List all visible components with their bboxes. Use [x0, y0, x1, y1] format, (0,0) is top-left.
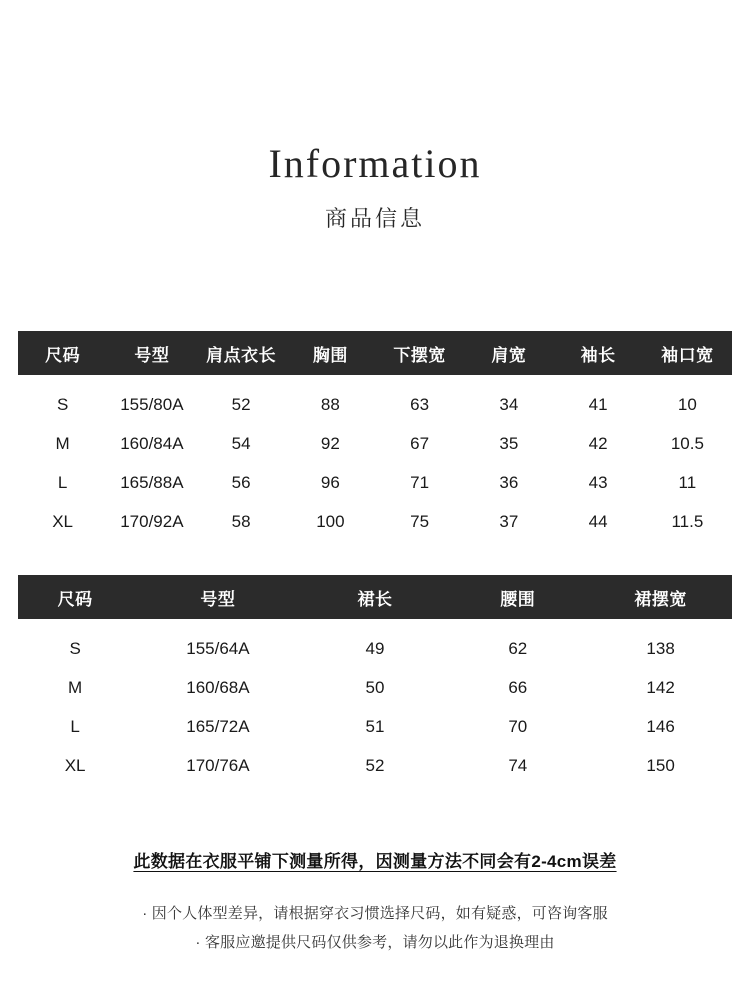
column-header-skirt-hem-width: 裙摆宽 — [589, 575, 732, 619]
top-size-table-body — [18, 375, 732, 541]
cell-spec: 155/80A — [107, 375, 196, 424]
table-row — [18, 424, 732, 463]
cell-size: XL — [18, 502, 107, 541]
table-row — [18, 746, 732, 785]
column-header-shoulder-width: 肩宽 — [464, 331, 553, 375]
cell-shoulder-point-length: 54 — [197, 424, 286, 463]
table-row — [18, 619, 732, 668]
column-header-shoulder-point-length: 肩点衣长 — [197, 331, 286, 375]
cell-cuff-width: 11.5 — [643, 502, 732, 541]
cell-skirt-hem-width: 150 — [589, 746, 732, 785]
cell-cuff-width: 11 — [643, 463, 732, 502]
cell-shoulder-width: 35 — [464, 424, 553, 463]
cell-skirt-length: 51 — [304, 707, 447, 746]
table-row — [18, 707, 732, 746]
cell-skirt-length: 49 — [304, 619, 447, 668]
cell-skirt-length: 50 — [304, 668, 447, 707]
page-title-english: Information — [268, 141, 482, 186]
column-header-spec: 号型 — [107, 331, 196, 375]
cell-cuff-width: 10.5 — [643, 424, 732, 463]
table-row — [18, 502, 732, 541]
cell-shoulder-point-length: 58 — [197, 502, 286, 541]
cell-sleeve-length: 41 — [554, 375, 643, 424]
list-item: · 客服应邀提供尺码仅供参考，请勿以此作为退换理由 — [195, 933, 555, 951]
column-header-skirt-length: 裙长 — [304, 575, 447, 619]
cell-waist: 66 — [446, 668, 589, 707]
cell-size: S — [18, 619, 132, 668]
cell-waist: 70 — [446, 707, 589, 746]
cell-spec: 165/72A — [132, 707, 303, 746]
cell-hem-width: 71 — [375, 463, 464, 502]
table-header-row — [18, 575, 732, 619]
cell-bust: 96 — [286, 463, 375, 502]
skirt-size-table — [18, 575, 732, 785]
column-header-cuff-width: 袖口宽 — [643, 331, 732, 375]
measurement-notes — [0, 847, 750, 957]
cell-size: M — [18, 668, 132, 707]
cell-skirt-hem-width: 146 — [589, 707, 732, 746]
list-item: · 因个人体型差异，请根据穿衣习惯选择尺码，如有疑惑，可咨询客服 — [142, 905, 608, 922]
cell-size: L — [18, 463, 107, 502]
top-size-table-header — [18, 331, 732, 375]
cell-spec: 160/68A — [132, 668, 303, 707]
size-tables-container — [18, 331, 732, 785]
cell-spec: 155/64A — [132, 619, 303, 668]
page-title-chinese: 商品信息 — [324, 206, 425, 231]
cell-spec: 170/76A — [132, 746, 303, 785]
cell-skirt-length: 52 — [304, 746, 447, 785]
cell-hem-width: 75 — [375, 502, 464, 541]
column-header-hem-width: 下摆宽 — [375, 331, 464, 375]
cell-waist: 62 — [446, 619, 589, 668]
cell-spec: 160/84A — [107, 424, 196, 463]
cell-shoulder-width: 34 — [464, 375, 553, 424]
cell-bust: 100 — [286, 502, 375, 541]
cell-shoulder-width: 36 — [464, 463, 553, 502]
note-list — [0, 900, 750, 957]
cell-cuff-width: 10 — [643, 375, 732, 424]
skirt-size-table-header — [18, 575, 732, 619]
cell-shoulder-point-length: 52 — [197, 375, 286, 424]
cell-size: XL — [18, 746, 132, 785]
table-row — [18, 463, 732, 502]
skirt-size-table-body — [18, 619, 732, 785]
cell-bust: 92 — [286, 424, 375, 463]
cell-hem-width: 67 — [375, 424, 464, 463]
cell-skirt-hem-width: 138 — [589, 619, 732, 668]
cell-shoulder-point-length: 56 — [197, 463, 286, 502]
column-header-sleeve-length: 袖长 — [554, 331, 643, 375]
column-header-size: 尺码 — [18, 331, 107, 375]
cell-size: M — [18, 424, 107, 463]
table-header-row — [18, 331, 732, 375]
top-size-table — [18, 331, 732, 541]
cell-skirt-hem-width: 142 — [589, 668, 732, 707]
cell-sleeve-length: 43 — [554, 463, 643, 502]
cell-hem-width: 63 — [375, 375, 464, 424]
column-header-bust: 胸围 — [286, 331, 375, 375]
cell-bust: 88 — [286, 375, 375, 424]
cell-sleeve-length: 44 — [554, 502, 643, 541]
column-header-size: 尺码 — [18, 575, 132, 619]
cell-waist: 74 — [446, 746, 589, 785]
column-header-waist: 腰围 — [446, 575, 589, 619]
cell-spec: 170/92A — [107, 502, 196, 541]
cell-sleeve-length: 42 — [554, 424, 643, 463]
table-row — [18, 668, 732, 707]
cell-size: S — [18, 375, 107, 424]
cell-shoulder-width: 37 — [464, 502, 553, 541]
page-header — [0, 0, 750, 233]
measurement-disclaimer: 此数据在衣服平铺下测量所得，因测量方法不同会有2-4cm误差 — [133, 852, 617, 871]
cell-spec: 165/88A — [107, 463, 196, 502]
column-header-spec: 号型 — [132, 575, 303, 619]
table-row — [18, 375, 732, 424]
cell-size: L — [18, 707, 132, 746]
